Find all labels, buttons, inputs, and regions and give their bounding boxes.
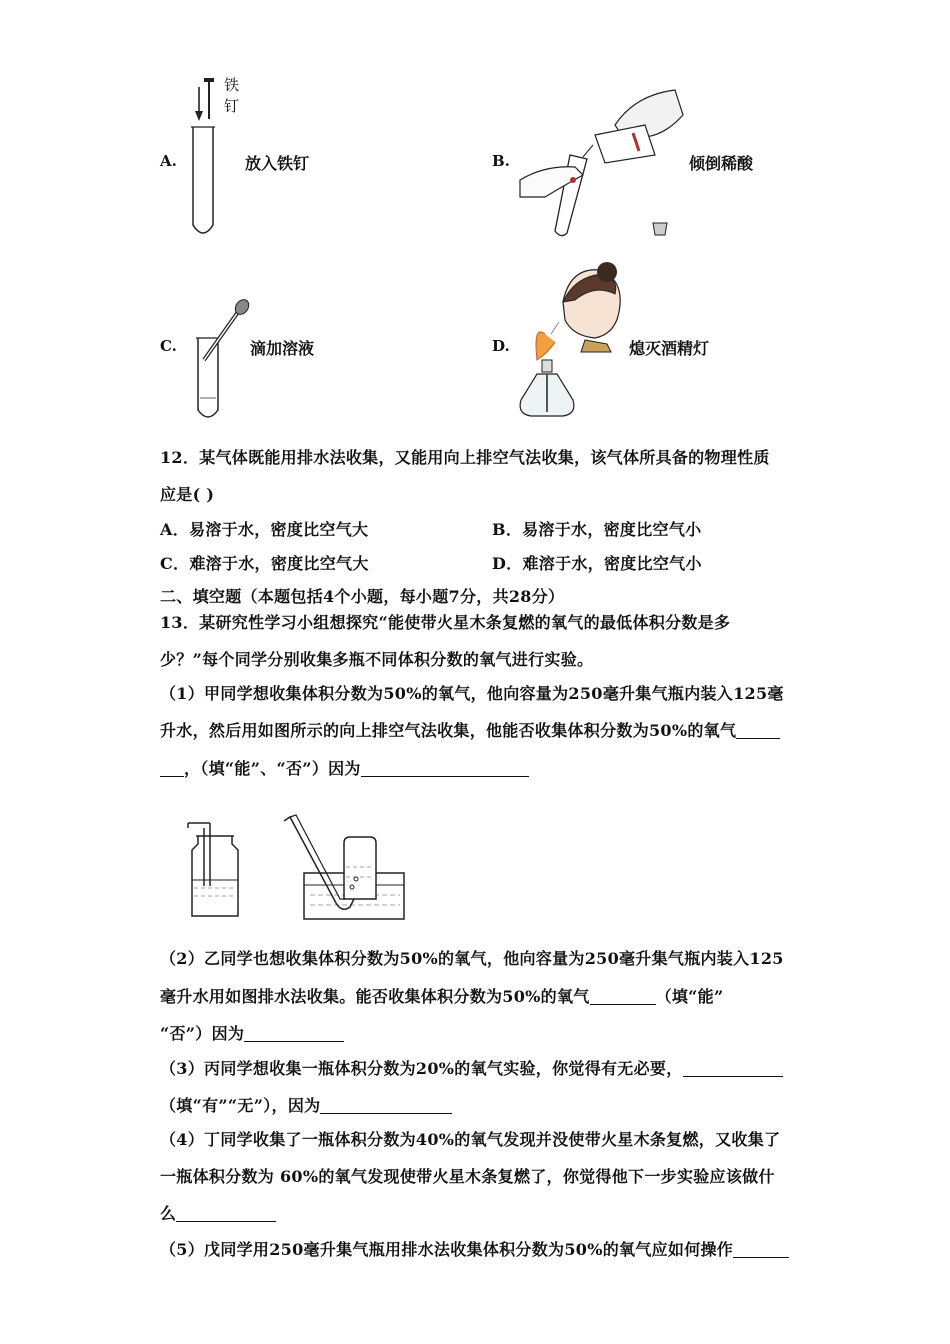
q13-p3-line2-row	[160, 1093, 452, 1116]
q12-option-c: C．难溶于水，密度比空气大	[160, 554, 369, 573]
option-a-label: 放入铁钉	[245, 154, 310, 173]
nail-label-2: 钉	[224, 97, 240, 115]
section2-heading: 二、填空题（本题包括4个小题，每小题7分，共28分）	[160, 587, 565, 606]
upward-air-collection-bottle-figure	[180, 818, 250, 922]
answer-blank-1a[interactable]	[736, 722, 780, 739]
option-c-letter: C.	[160, 337, 177, 355]
answer-blank-1c[interactable]	[361, 760, 529, 777]
answer-blank-2b[interactable]	[244, 1025, 344, 1042]
q12-option-b: B．易溶于水，密度比空气小	[492, 520, 702, 539]
q13-stem-line2: 少？”每个同学分别收集多瓶不同体积分数的氧气进行实验。	[160, 650, 594, 669]
option-b-letter: B.	[492, 152, 510, 170]
q13-p1-line3: ，（填“能”、“否”）因为	[184, 759, 361, 778]
option-d-label: 熄灭酒精灯	[629, 339, 710, 358]
q13-p2-line3-row	[160, 1021, 344, 1044]
q13-p2-line3a: “否”）因为	[160, 1024, 245, 1043]
answer-blank-1b[interactable]	[160, 760, 184, 777]
answer-blank-3a[interactable]	[683, 1060, 783, 1077]
q13-stem-line1: 13．某研究性学习小组想探究“能使带火星木条复燃的氧气的最低体积分数是多	[160, 613, 731, 632]
water-displacement-figure	[282, 815, 412, 925]
q13-p2-line2-row	[160, 984, 724, 1007]
q13-p2-line1: （2）乙同学也想收集体积分数为50%的氧气，他向容量为250毫升集气瓶内装入125	[160, 949, 784, 968]
q13-p3-line1a: （3）丙同学想收集一瓶体积分数为20%的氧气实验，你觉得有无必要，	[160, 1059, 683, 1078]
option-d-letter: D.	[492, 337, 510, 355]
q13-p4-line1: （4）丁同学收集了一瓶体积分数为40%的氧气发现并没使带火星木条复燃，又收集了	[160, 1130, 781, 1149]
q13-p3-line2a: （填“有”“无”），因为	[160, 1096, 321, 1115]
option-c-label: 滴加溶液	[250, 339, 315, 358]
answer-blank-5[interactable]	[733, 1241, 789, 1258]
answer-blank-2a[interactable]	[590, 988, 656, 1005]
q13-p1-line2: 升水，然后用如图所示的向上排空气法收集，他能否收集体积分数为50%的氧气	[160, 721, 737, 740]
q12-option-d: D．难溶于水，密度比空气小	[492, 554, 702, 573]
option-b-label: 倾倒稀酸	[689, 154, 754, 173]
q12-stem-line2: 应是( )	[160, 485, 215, 504]
q13-p5-line1-row	[160, 1237, 789, 1260]
answer-blank-3b[interactable]	[320, 1097, 452, 1114]
q13-p3-line1-row	[160, 1056, 783, 1079]
q13-p4-line2: 一瓶体积分数为 60%的氧气发现使带火星木条复燃了，你觉得他下一步实验应该做什	[160, 1167, 775, 1186]
q13-p5-line1a: （5）戊同学用250毫升集气瓶用排水法收集体积分数为50%的氧气应如何操作	[160, 1240, 734, 1259]
q13-p1-line2-row	[160, 718, 780, 741]
pouring-acid-figure	[515, 85, 685, 245]
dropper-tube-figure	[190, 298, 260, 423]
q13-p4-line3a: 么	[160, 1204, 177, 1223]
q13-p4-line3-row	[160, 1201, 276, 1224]
alcohol-lamp-blowing-figure	[515, 262, 625, 424]
q13-p1-line1: （1）甲同学想收集体积分数为50%的氧气，他向容量为250毫升集气瓶内装入125毫	[160, 684, 784, 703]
q12-stem-line1: 12．某气体既能用排水法收集，又能用向上排空气法收集，该气体所具备的物理性质	[160, 448, 770, 467]
option-a-letter: A.	[160, 152, 177, 170]
q13-p1-line3-row	[160, 756, 529, 779]
q13-p2-line2b: （填“能”	[655, 987, 724, 1006]
answer-blank-4[interactable]	[176, 1205, 276, 1222]
q12-option-a: A．易溶于水，密度比空气大	[160, 520, 369, 539]
q13-p2-line2a: 毫升水用如图排水法收集。能否收集体积分数为50%的氧气	[160, 987, 590, 1006]
nail-label-1: 铁	[224, 76, 240, 94]
